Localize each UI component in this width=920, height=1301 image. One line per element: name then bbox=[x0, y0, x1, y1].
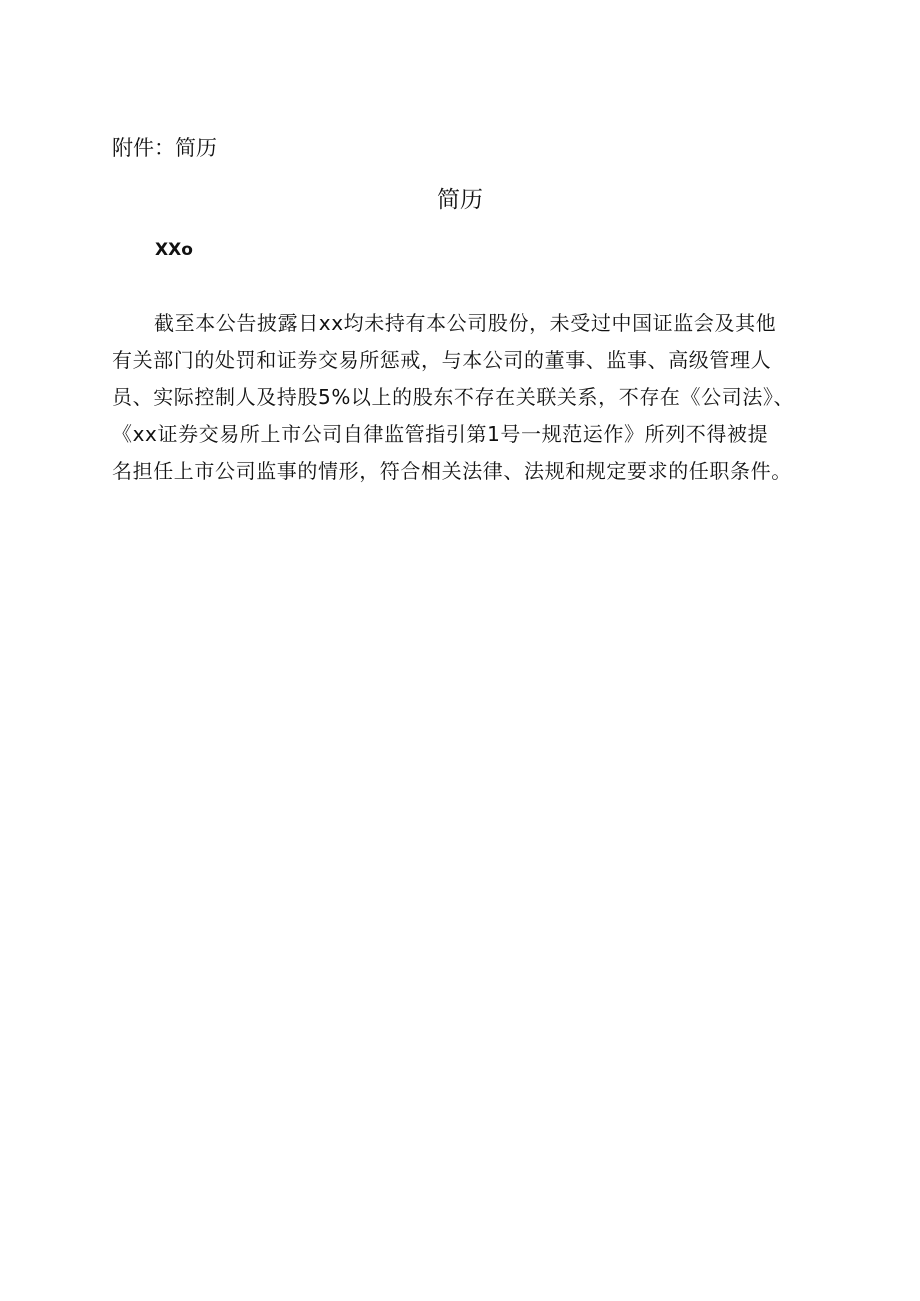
attachment-label: 附件：简历 bbox=[112, 136, 217, 160]
paragraph-line: 有关部门的处罚和证券交易所惩戒，与本公司的董事、监事、高级管理人 bbox=[112, 348, 772, 372]
paragraph-line: 名担任上市公司监事的情形，符合相关法律、法规和规定要求的任职条件。 bbox=[112, 459, 792, 483]
resume-paragraph bbox=[112, 305, 832, 490]
paragraph-line: 《xx证券交易所上市公司自律监管指引第1号一规范运作》所列不得被提 bbox=[112, 422, 769, 446]
person-name: XXo bbox=[155, 240, 193, 260]
paragraph-line: 截至本公告披露日xx均未持有本公司股份，未受过中国证监会及其他 bbox=[154, 311, 777, 335]
document-title: 简历 bbox=[437, 187, 483, 213]
paragraph-line: 员、实际控制人及持股5%以上的股东不存在关联关系，不存在《公司法》、 bbox=[112, 385, 795, 409]
